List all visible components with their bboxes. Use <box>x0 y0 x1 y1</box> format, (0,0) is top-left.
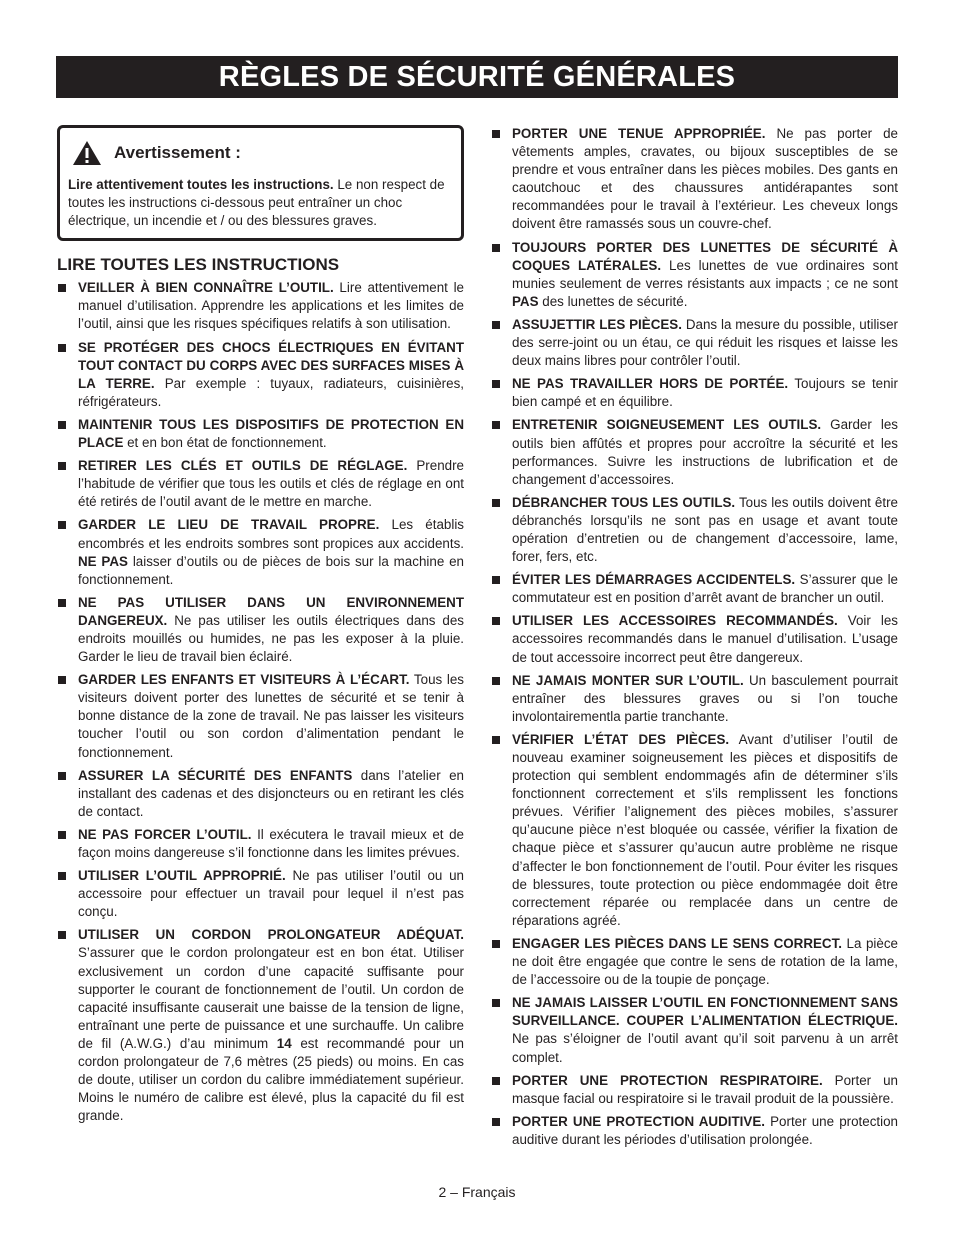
rule-heading: UTILISER LES ACCESSOIRES RECOMMANDÉS. <box>512 613 838 629</box>
square-bullet-icon <box>492 321 500 329</box>
page-title: RÈGLES DE SÉCURITÉ GÉNÉRALES <box>218 61 736 93</box>
rule-item <box>57 457 464 511</box>
rule-item <box>491 672 898 726</box>
rule-heading: NE PAS <box>78 553 128 569</box>
square-bullet-icon <box>58 421 66 429</box>
rule-text: Ne pas porter de vêtements amples, cravates, ou bijoux susceptibles de se prendre et vous entraîner dans les pièces mobiles. Des gants en caoutchouc et des chaussures antidérapantes sont recommandées pour le travail à l’extérieur. Les cheveux longs doivent être ramassés sous un couvre-chef. <box>512 126 898 232</box>
rule-heading: PAS <box>512 293 539 309</box>
square-bullet-icon <box>58 872 66 880</box>
rule-heading: NE PAS FORCER L’OUTIL. <box>78 826 252 842</box>
warning-triangle-icon <box>72 140 102 166</box>
rule-text: Tous les outils doivent être débranchés lorsqu’ils ne sont pas en usage et avant toute opération d’entretien ou de changement d’accessoire, lame, forer, fers, etc. <box>512 494 899 565</box>
rule-item <box>491 935 898 989</box>
rule-item <box>57 516 464 588</box>
warning-text <box>68 176 453 230</box>
warning-header <box>68 140 453 166</box>
rule-item <box>491 494 898 566</box>
rule-heading: PORTER UNE TENUE APPROPRIÉE. <box>512 126 766 141</box>
square-bullet-icon <box>492 380 500 388</box>
rule-item <box>57 767 464 821</box>
rule-heading: ÉVITER LES DÉMARRAGES ACCIDENTELS. <box>512 572 796 588</box>
rule-text: des lunettes de sécurité. <box>538 293 688 309</box>
square-bullet-icon <box>58 831 66 839</box>
square-bullet-icon <box>492 940 500 948</box>
rule-text: La pièce ne doit être engagée que contre le sens de rotation de la lame, de l’accessoire ou de la toupie de ponçage. <box>512 935 898 988</box>
rule-heading: DÉBRANCHER TOUS LES OUTILS. <box>512 494 736 510</box>
rule-heading: ENTRETENIR SOIGNEUSEMENT LES OUTILS. <box>512 417 822 433</box>
warning-title: Avertissement : <box>114 142 241 162</box>
warning-bold: Lire attentivement toutes les instructions. <box>68 177 334 192</box>
rule-item <box>57 826 464 862</box>
square-bullet-icon <box>492 421 500 429</box>
rule-heading: ASSUJETTIR LES PIÈCES. <box>512 316 682 332</box>
rule-text: Ne pas utiliser l’outil ou un accessoire pour effectuer un travail pour lequel il n’est pas conçu. <box>78 868 465 920</box>
rule-text: et en bon état de fonctionnement. <box>123 435 327 451</box>
rule-heading: UTILISER L’OUTIL APPROPRIÉ. <box>78 868 286 884</box>
square-bullet-icon <box>58 284 66 292</box>
square-bullet-icon <box>492 677 500 685</box>
square-bullet-icon <box>492 499 500 507</box>
rule-text: Les établis encombrés et les endroits sombres sont propices aux accidents. <box>78 517 464 551</box>
rule-heading: VEILLER À BIEN CONNAÎTRE L’OUTIL. <box>78 280 334 296</box>
left-rules-list <box>57 279 464 1125</box>
warning-body: Le non respect de toutes les instructions ci-dessous peut entraîner un choc électrique, un incendie et / ou des blessures graves. <box>68 177 445 229</box>
square-bullet-icon <box>58 344 66 352</box>
rule-item <box>491 994 898 1066</box>
rule-item <box>57 671 464 761</box>
rule-text: Un basculement pourrait entraîner des blessures graves ou si l’on touche involontairementla partie tranchante. <box>512 672 898 724</box>
rule-item <box>491 239 898 311</box>
rule-item <box>491 612 898 666</box>
rule-heading: 14 <box>276 1035 292 1051</box>
rule-text: est recommandé pour un cordon prolongateur de 7,6 mètres (25 pieds) ou moins. En cas de doute, utiliser un cordon du calibre immédiatement supérieur. Moins le numéro de calibre est élevé, plus la capacité du fil est grande. <box>78 1035 464 1124</box>
square-bullet-icon <box>492 736 500 744</box>
rule-item <box>57 279 464 333</box>
rule-text: Porter un masque facial ou respiratoire si le travail produit de la poussière. <box>512 1072 898 1106</box>
rule-heading: NE PAS UTILISER DANS UN ENVIRONNEMENT DANGEREUX. <box>78 594 464 628</box>
rule-text: S’assurer que le commutateur est en position d’arrêt avant de brancher un outil. <box>512 572 898 606</box>
rule-text: Avant d’utiliser l’outil de nouveau examiner soigneusement les pièces et dispositifs de protection qui semblent endommagés afin de déterminer s’ils fonctionnent correctement et s’ils remplissent les fonctions prévues. Vérifier l’alignement des pièces mobiles, s’assurer qu’aucune pièce n’est bloquée ou cassée, vérifier la fixation de chaque pièce et s’assurer qu’aucun autre problème ne risque d’affecter le bon fonctionnement de l’outil. Pour éviter les risques de blessures, toute protection ou pièce endommagée doit être correctement réparée ou remplacée dans un centre de réparations agréé. <box>512 731 898 928</box>
rule-text: Prendre l’habitude de vérifier que tous les outils et clés de réglage en ont été retirés de l’outil avant de le mettre en marche. <box>78 458 464 510</box>
rule-heading: GARDER LE LIEU DE TRAVAIL PROPRE. <box>78 517 380 533</box>
warning-box <box>57 125 464 241</box>
rule-item <box>491 1072 898 1108</box>
page-footer: 2 – Français <box>438 1184 516 1200</box>
rule-heading: ENGAGER LES PIÈCES DANS LE SENS CORRECT. <box>512 935 843 951</box>
rule-item <box>491 416 898 488</box>
square-bullet-icon <box>492 1077 500 1085</box>
rule-item <box>57 926 464 1125</box>
rule-item <box>491 375 898 411</box>
rule-text: Lire attentivement le manuel d’utilisation. Apprendre les applications et les limites de l’outil, ainsi que les risques spécifiques relatifs à son utilisation. <box>78 280 465 332</box>
rule-text: Dans la mesure du possible, utiliser des serre-joint ou un étau, ce qui réduit les risques et laisse les deux mains libres pour contrôler l’outil. <box>512 316 898 369</box>
rule-text: laisser d’outils ou de pièces de bois sur la machine en fonctionnement. <box>78 553 464 587</box>
rule-heading: SE PROTÉGER DES CHOCS ÉLECTRIQUES EN ÉVITANT TOUT CONTACT DU CORPS AVEC DES SURFACES MISES À LA TERRE. <box>78 339 464 391</box>
rule-text: Ne pas s’éloigner de l’outil avant qu’il soit parvenu à un arrêt complet. <box>512 1031 898 1065</box>
square-bullet-icon <box>58 772 66 780</box>
title-bar <box>56 56 898 98</box>
rule-text: Voir les accessoires recommandés dans le manuel d’utilisation. L’usage de tout accessoire incorrect peut être dangereux. <box>512 613 898 665</box>
rule-heading: ASSURER LA SÉCURITÉ DES ENFANTS <box>78 767 353 783</box>
square-bullet-icon <box>58 676 66 684</box>
square-bullet-icon <box>58 462 66 470</box>
rule-item <box>57 594 464 666</box>
rule-text: Garder les outils bien affûtés et propres pour accroître la sécurité et les performances. Suivre les instructions de lubrification et de changement d’accessoires. <box>512 417 898 487</box>
rule-item <box>57 416 464 452</box>
rule-text: Il exécutera le travail mieux et de façon moins dangereuse s’il fonctionne dans les limites prévues. <box>78 826 464 860</box>
right-column <box>491 125 898 1154</box>
square-bullet-icon <box>492 999 500 1007</box>
left-column <box>57 125 464 1130</box>
rule-item <box>491 1113 898 1149</box>
square-bullet-icon <box>58 599 66 607</box>
rule-item <box>57 339 464 411</box>
rule-text: Tous les visiteurs doivent porter des lunettes de sécurité et se tenir à bonne distance de la zone de travail. Ne pas laisser les visiteurs toucher l’outil ou son cordon d’alimentation pendant le fonctionnement. <box>78 672 464 760</box>
square-bullet-icon <box>58 931 66 939</box>
rule-heading: TOUJOURS PORTER DES LUNETTES DE SÉCURITÉ À COQUES LATÉRALES. <box>512 239 898 273</box>
square-bullet-icon <box>492 244 500 252</box>
square-bullet-icon <box>492 1118 500 1126</box>
square-bullet-icon <box>58 521 66 529</box>
rule-heading: PORTER UNE PROTECTION RESPIRATOIRE. <box>512 1072 823 1088</box>
rule-heading: MAINTENIR TOUS LES DISPOSITIFS DE PROTECTION EN PLACE <box>78 416 464 451</box>
rule-item <box>491 125 898 234</box>
square-bullet-icon <box>492 576 500 584</box>
rule-text: Ne pas utiliser les outils électriques dans des endroits mouillés ou humides, ne pas les exposer à la pluie. Garder le lieu de travail bien éclairé. <box>78 612 464 665</box>
rule-text: Porter une protection auditive durant les périodes d’utilisation prolongée. <box>512 1113 899 1147</box>
rule-item <box>491 571 898 607</box>
section-heading: LIRE TOUTES LES INSTRUCTIONS <box>57 255 340 275</box>
rule-heading: NE PAS TRAVAILLER HORS DE PORTÉE. <box>512 376 789 392</box>
rule-text: dans l’atelier en installant des cadenas et des disjoncteurs ou en retirant les clés de contact. <box>78 767 464 819</box>
rule-heading: UTILISER UN CORDON PROLONGATEUR ADÉQUAT. <box>78 927 464 943</box>
rule-text: Les lunettes de vue ordinaires sont munies seulement de verres résistants aux impacts ; ce ne sont <box>512 257 898 291</box>
rule-heading: PORTER UNE PROTECTION AUDITIVE. <box>512 1113 765 1129</box>
rule-heading: VÉRIFIER L’ÉTAT DES PIÈCES. <box>512 731 730 747</box>
rule-text: Toujours se tenir bien campé et en équilibre. <box>512 376 898 410</box>
rule-heading: NE JAMAIS MONTER SUR L’OUTIL. <box>512 672 744 688</box>
rule-text: Par exemple : tuyaux, radiateurs, cuisinières, réfrigérateurs. <box>78 375 464 409</box>
rule-heading: NE JAMAIS LAISSER L’OUTIL EN FONCTIONNEMENT SANS SURVEILLANCE. COUPER L’ALIMENTATION ÉLECTRIQUE. <box>512 995 898 1029</box>
square-bullet-icon <box>492 617 500 625</box>
square-bullet-icon <box>492 130 500 138</box>
rule-text: S’assurer que le cordon prolongateur est en bon état. Utiliser exclusivement un cordon d’une capacité suffisante pour supporter le courant de fonctionnement de l’outil. Un cordon de capacité insuffisante causerait une baisse de la tension de ligne, entraînant une perte de puissance et une surchauffe. Un calibre de fil (A.W.G.) d’au minimum <box>78 945 464 1051</box>
rule-item <box>491 731 898 930</box>
rule-item <box>57 867 464 921</box>
right-rules-list <box>491 125 898 1149</box>
rule-heading: GARDER LES ENFANTS ET VISITEURS À L’ÉCART. <box>78 672 410 688</box>
rule-item <box>491 316 898 370</box>
rule-heading: RETIRER LES CLÉS ET OUTILS DE RÉGLAGE. <box>78 458 408 474</box>
